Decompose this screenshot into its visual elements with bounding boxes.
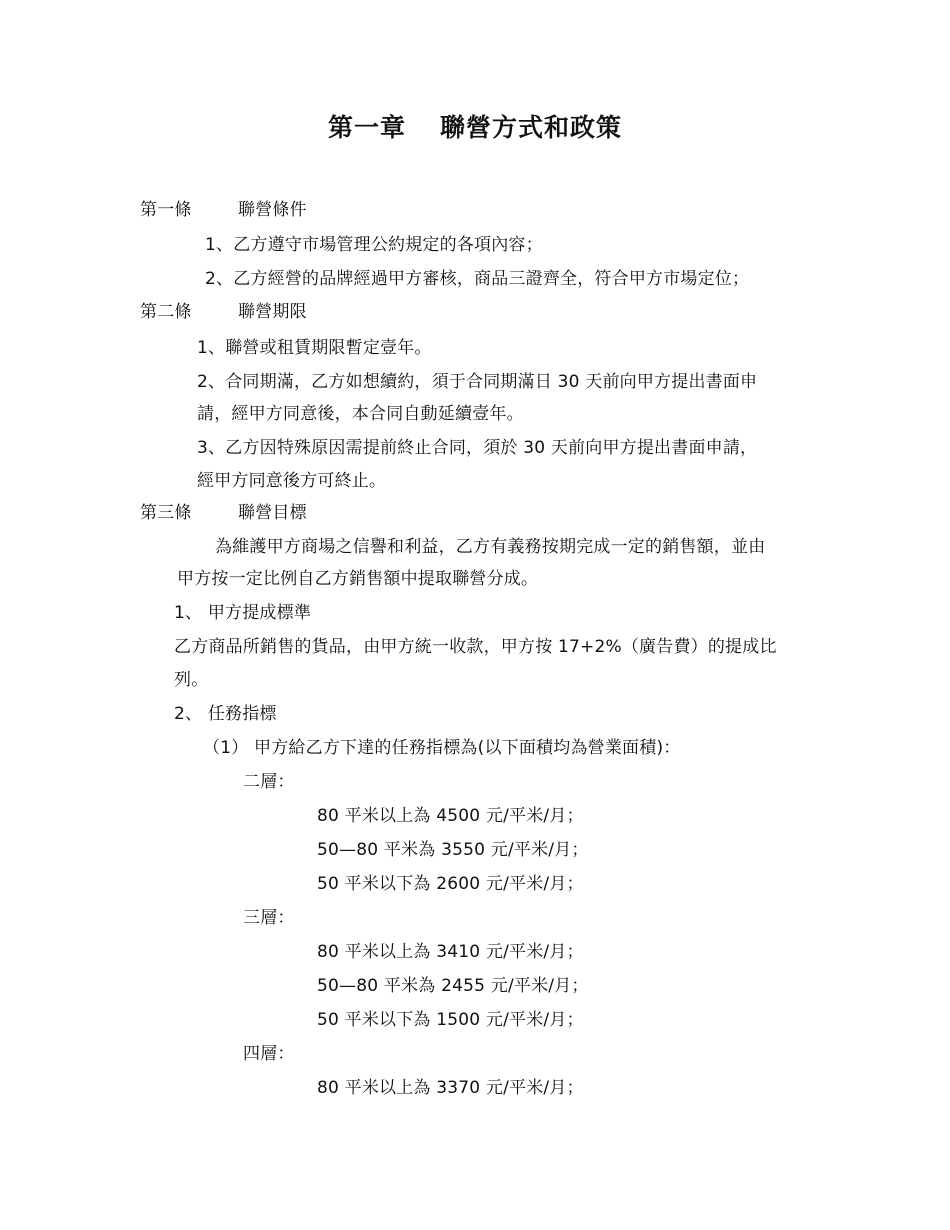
- subsection-1-title: （1） 甲方給乙方下達的任務指標為(以下面積均為營業面積)：: [203, 738, 681, 758]
- article-1-heading: [140, 199, 307, 221]
- article-2-item-3: 3、乙方因特殊原因需提前終止合同，須於 30 天前向甲方提出書面申請，: [197, 438, 758, 458]
- floor-2-label: 二層：: [243, 772, 295, 792]
- article-3-intro-1: 為維護甲方商場之信譽和利益，乙方有義務按期完成一定的銷售額，並由: [215, 537, 766, 557]
- article-2-heading: [140, 301, 307, 323]
- floor-4-label: 四層：: [243, 1044, 295, 1064]
- article-2-item-2: 2、合同期滿，乙方如想續約，須于合同期滿日 30 天前向甲方提出書面申: [197, 372, 758, 392]
- section-2-title: 2、 任務指標: [174, 704, 277, 724]
- floor-4-rate-1: 80 平米以上為 3370 元/平米/月；: [317, 1078, 584, 1098]
- article-3-heading: [140, 502, 307, 524]
- floor-3-rate-1: 80 平米以上為 3410 元/平米/月；: [317, 942, 584, 962]
- article-number: 第一條: [140, 200, 192, 220]
- floor-2-rate-2: 50—80 平米為 3550 元/平米/月；: [317, 840, 589, 860]
- floor-3-rate-3: 50 平米以下為 1500 元/平米/月；: [317, 1010, 584, 1030]
- floor-3-label: 三層：: [243, 908, 295, 928]
- article-number: 第三條: [140, 503, 192, 523]
- section-1-body-2: 列。: [174, 670, 209, 690]
- section-1-body-1: 乙方商品所銷售的貨品，由甲方統一收款，甲方按 17+2%（廣告費）的提成比: [174, 637, 777, 657]
- article-2-item-3-cont: 經甲方同意後方可終止。: [197, 471, 387, 491]
- chapter-number: 第一章: [327, 113, 406, 142]
- chapter-name: 聯營方式和政策: [440, 113, 623, 142]
- article-heading: 聯營目標: [238, 503, 307, 523]
- article-heading: 聯營期限: [238, 302, 307, 322]
- article-number: 第二條: [140, 302, 192, 322]
- article-2-item-1: 1、聯營或租賃期限暫定壹年。: [197, 338, 432, 358]
- article-2-item-2-cont: 請，經甲方同意後，本合同自動延續壹年。: [197, 404, 524, 424]
- floor-3-rate-2: 50—80 平米為 2455 元/平米/月；: [317, 976, 589, 996]
- floor-2-rate-1: 80 平米以上為 4500 元/平米/月；: [317, 806, 584, 826]
- article-heading: 聯營條件: [238, 200, 307, 220]
- article-1-item-1: 1、乙方遵守市場管理公約規定的各項內容；: [205, 235, 543, 255]
- floor-2-rate-3: 50 平米以下為 2600 元/平米/月；: [317, 874, 584, 894]
- chapter-title: [0, 112, 950, 144]
- article-1-item-2: 2、乙方經營的品牌經過甲方審核，商品三證齊全，符合甲方市場定位；: [205, 269, 750, 289]
- section-1-title: 1、 甲方提成標準: [174, 603, 312, 623]
- article-3-intro-2: 甲方按一定比例自乙方銷售額中提取聯營分成。: [177, 569, 539, 589]
